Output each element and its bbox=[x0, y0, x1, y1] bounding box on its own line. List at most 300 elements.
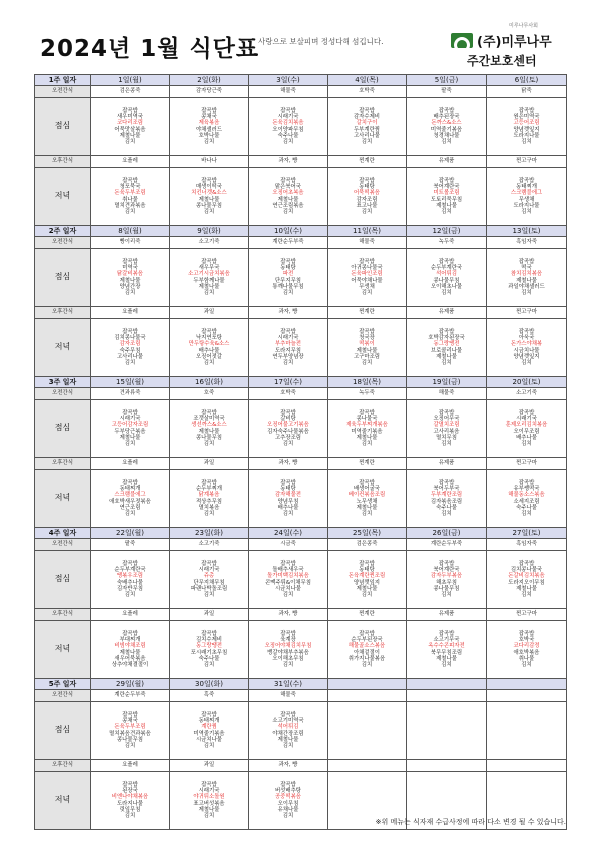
dish-item: 잡곡밥 bbox=[359, 177, 375, 184]
dish-item: 잡곡밥 bbox=[438, 258, 455, 265]
pm-snack-row bbox=[35, 609, 567, 621]
meal-cell bbox=[249, 400, 328, 458]
dish-item: 제철나물 bbox=[119, 132, 141, 139]
week-header-row bbox=[35, 528, 567, 539]
dish-item: 순두부계란국 bbox=[114, 567, 146, 574]
meal-cell bbox=[328, 702, 407, 760]
lunch-row bbox=[35, 400, 567, 458]
dish-item: 김치 bbox=[124, 208, 136, 215]
dish-item: 멸치견과볶음 bbox=[114, 202, 146, 209]
dish-item: 김치 bbox=[282, 591, 294, 598]
main-dish: 닭계볶음 bbox=[198, 492, 220, 499]
snack-item: 흑임자죽 bbox=[487, 237, 567, 249]
meal-label: 오전간식 bbox=[35, 690, 91, 702]
dish-item: 배추된장국 bbox=[433, 114, 460, 121]
meal-cell bbox=[249, 551, 328, 609]
meal-cell bbox=[407, 551, 487, 609]
dish-item: 잡곡밥 bbox=[359, 479, 375, 486]
dish-item: 잡곡밥 bbox=[122, 409, 138, 416]
main-dish: 갈멸치조림 bbox=[433, 422, 460, 429]
dish-item: 제철나물 bbox=[436, 202, 457, 209]
dish-item: 배생어굴국 bbox=[353, 486, 381, 493]
dish-item: 제철나물 bbox=[436, 655, 457, 662]
dish-item: 청국장 bbox=[359, 335, 375, 342]
dish-item: 시금치나물 bbox=[274, 585, 302, 592]
dish-item: 잡곡밥 bbox=[280, 781, 296, 788]
meal-cell bbox=[328, 98, 407, 156]
snack-item: 요플레 bbox=[91, 760, 170, 772]
dish-item: 제철나물 bbox=[356, 504, 378, 511]
meal-label: 점심 bbox=[35, 249, 91, 307]
am-snack-row bbox=[35, 539, 567, 551]
dish-item: 동태찌개 bbox=[119, 486, 141, 493]
dish-item: 유채나물 bbox=[277, 806, 299, 813]
monthly-menu-table bbox=[34, 74, 567, 830]
dish-item: 연근조림볶음 bbox=[272, 202, 304, 209]
dish-item: 두부계란찜 bbox=[353, 126, 381, 133]
dish-item: 김치 bbox=[282, 440, 294, 447]
meal-cell bbox=[249, 249, 328, 307]
dish-item: 소고기미역국 bbox=[272, 718, 304, 725]
page-header bbox=[0, 0, 600, 72]
main-dish: 제육볶음 bbox=[198, 120, 220, 127]
meal-cell bbox=[407, 702, 487, 760]
dish-item: 돌배추새우국 bbox=[272, 567, 304, 574]
footer-note: ※위 메뉴는 식자재 수급사정에 따라 다소 변경 될 수 있습니다. bbox=[375, 818, 566, 826]
main-dish: 돈육두부조림 bbox=[114, 190, 146, 197]
dish-item: 김치 bbox=[441, 661, 452, 668]
main-dish: 돈까스&소스 bbox=[431, 120, 462, 127]
day-date: 3일(수) bbox=[249, 75, 328, 86]
meal-label: 오전간식 bbox=[35, 388, 91, 400]
main-dish: 참치김치볶음 bbox=[510, 271, 543, 278]
snack-item: 감자당근죽 bbox=[170, 86, 249, 98]
dish-item: 김치 bbox=[521, 591, 532, 598]
dish-item: 숙주나물 bbox=[277, 132, 299, 139]
meal-cell bbox=[407, 98, 487, 156]
main-dish: 비엔나야채볶음 bbox=[111, 794, 149, 801]
dish-item: 두부당근볶음 bbox=[114, 428, 146, 435]
main-dish: 돈육계란찐조림 bbox=[348, 573, 386, 580]
meal-cell bbox=[407, 470, 487, 528]
day-date: 9일(화) bbox=[170, 226, 249, 237]
main-dish: 두부계란조림 bbox=[430, 492, 463, 499]
dish-item: 호박감자된장국 bbox=[428, 335, 465, 342]
dish-item: 연두부양념장 bbox=[272, 353, 304, 360]
dish-item: 김치 bbox=[282, 742, 294, 749]
dish-item: 릿잎무침 bbox=[119, 806, 141, 813]
meal-cell bbox=[91, 470, 170, 528]
snack-item: 닭죽 bbox=[487, 86, 567, 98]
page-title: 2024년 1월 식단표 bbox=[40, 36, 260, 62]
dish-item: 오징어무국 bbox=[433, 416, 460, 423]
meal-cell bbox=[91, 98, 170, 156]
dish-item: 김치콩나물국 bbox=[510, 567, 543, 574]
dish-item: 잡곡밥 bbox=[438, 479, 455, 486]
meal-cell bbox=[487, 98, 567, 156]
snack-item: 해물죽 bbox=[249, 690, 328, 702]
day-date: 5일(금) bbox=[407, 75, 487, 86]
dish-item: 김치 bbox=[282, 812, 294, 819]
meal-cell bbox=[170, 470, 249, 528]
main-dish: 석어튀김 bbox=[436, 271, 457, 278]
dish-item: 콩채국 bbox=[122, 718, 138, 725]
snack-item: 검은콩죽 bbox=[328, 539, 407, 551]
week-label: 2주 일자 bbox=[35, 226, 91, 237]
dish-item: 잡곡밥 bbox=[201, 630, 217, 637]
dish-item: 김치 bbox=[282, 289, 294, 296]
main-dish: 땡볶우조림 bbox=[116, 573, 144, 580]
snack-item: 팥죽 bbox=[407, 86, 487, 98]
meal-label: 오후간식 bbox=[35, 307, 91, 319]
snack-item: 요플레 bbox=[91, 307, 170, 319]
snack-item: 과자, 빵 bbox=[249, 156, 328, 168]
dish-item: 김치 bbox=[282, 208, 294, 215]
main-dish: 스크램블에그 bbox=[114, 492, 146, 499]
dish-item: 잡곡밥 bbox=[201, 781, 217, 788]
dish-item: 배추나물 bbox=[198, 347, 220, 354]
day-date bbox=[328, 679, 407, 690]
dish-item: 제철나물 bbox=[356, 434, 378, 441]
dish-item: 시금치나물 bbox=[195, 736, 223, 743]
main-dish: 감자해물전 bbox=[274, 492, 302, 499]
dish-item: 아채겉절이 bbox=[353, 649, 381, 656]
am-snack-row bbox=[35, 237, 567, 249]
day-date: 24일(수) bbox=[249, 528, 328, 539]
dish-item: 김치 bbox=[361, 289, 373, 296]
main-dish: 떡볶이 bbox=[359, 341, 375, 348]
dish-item: 동태탕 bbox=[280, 265, 296, 272]
day-date: 31일(수) bbox=[249, 679, 328, 690]
snack-item: 소고기죽 bbox=[170, 539, 249, 551]
dish-item: 배추나물 bbox=[516, 434, 537, 441]
main-dish: 스크램블에그 bbox=[510, 190, 543, 197]
meal-cell bbox=[249, 621, 328, 679]
dish-item: 북어계란국 bbox=[433, 567, 460, 574]
snack-item: 과일 bbox=[170, 760, 249, 772]
dish-item: 오이무침 bbox=[277, 800, 299, 807]
lunch-row bbox=[35, 702, 567, 760]
day-date: 2일(화) bbox=[170, 75, 249, 86]
dish-item: 시래기국 bbox=[516, 416, 537, 423]
dish-item: 잡곡밥 bbox=[201, 258, 217, 265]
dish-item: 잡곡밥 bbox=[359, 409, 375, 416]
dish-item: 무생채 bbox=[359, 283, 375, 290]
dish-item: 김치 bbox=[361, 661, 373, 668]
dish-item: 콩나물무침 bbox=[195, 202, 223, 209]
dish-item: 아귀콩나물국 bbox=[351, 265, 383, 272]
am-snack-row bbox=[35, 388, 567, 400]
dish-item: 숙배추나물 bbox=[116, 579, 144, 586]
meal-cell bbox=[487, 621, 567, 679]
dinner-row bbox=[35, 168, 567, 226]
dish-item: 양념깻잎지 bbox=[353, 579, 381, 586]
dish-item: 김치 bbox=[521, 359, 532, 366]
meal-cell bbox=[487, 551, 567, 609]
dish-item: 무생채 bbox=[518, 196, 535, 203]
meal-cell bbox=[91, 400, 170, 458]
dish-item: 조갯살미역국 bbox=[193, 416, 225, 423]
dish-item: 김치 bbox=[203, 510, 215, 517]
dish-item: 제철나물 bbox=[198, 806, 220, 813]
dish-item: 잡곡밥 bbox=[280, 479, 296, 486]
snack-item bbox=[328, 760, 407, 772]
meal-label: 점심 bbox=[35, 98, 91, 156]
meal-cell bbox=[170, 98, 249, 156]
dinner-row bbox=[35, 470, 567, 528]
main-dish: 돈가스야채볶 bbox=[510, 341, 543, 348]
meal-cell bbox=[487, 249, 567, 307]
dish-item: 미역국 bbox=[122, 265, 138, 272]
dish-item: 잡곡밥 bbox=[122, 711, 138, 718]
main-dish: 감자조림 bbox=[119, 341, 141, 348]
logo-company-name: (주)미루나무 bbox=[477, 35, 552, 50]
dish-item: 고사리나물 bbox=[116, 353, 144, 360]
dish-item: 김치 bbox=[282, 138, 294, 145]
dish-item: 양념무침 bbox=[277, 498, 299, 505]
snack-item: 계란순두부죽 bbox=[91, 690, 170, 702]
dish-item: 잡곡밥 bbox=[122, 479, 138, 486]
dish-item: 콩나물무침 bbox=[433, 277, 460, 284]
main-dish: 베이컨볶음조림 bbox=[348, 492, 386, 499]
snack-item: 해물죽 bbox=[249, 86, 328, 98]
day-date: 10일(수) bbox=[249, 226, 328, 237]
main-dish: 코다리조림 bbox=[116, 120, 144, 127]
snack-item: 과자, 빵 bbox=[249, 609, 328, 621]
dish-item: 파랜나박돌조림 bbox=[190, 585, 228, 592]
main-dish: 부추마늘전 bbox=[274, 341, 302, 348]
dish-item: 오징어젓갈 bbox=[195, 353, 223, 360]
snack-item: 찐계란 bbox=[328, 307, 407, 319]
meal-label: 점심 bbox=[35, 551, 91, 609]
meal-cell bbox=[170, 702, 249, 760]
dish-item: 시래기국 bbox=[277, 114, 299, 121]
dish-item: 통깨나물무침 bbox=[272, 283, 304, 290]
main-dish: 동그랑땡전 bbox=[433, 341, 460, 348]
dish-item: 제철나물 bbox=[516, 585, 537, 592]
dish-item: 잡곡밥 bbox=[438, 177, 455, 184]
dish-item: 잡곡밥 bbox=[280, 409, 296, 416]
meal-cell bbox=[249, 702, 328, 760]
dish-item: 김치 bbox=[124, 812, 136, 819]
main-dish: 미트볼조림 bbox=[433, 190, 460, 197]
meal-cell bbox=[170, 400, 249, 458]
dish-item: 순두부된장국 bbox=[351, 637, 383, 644]
dish-item: 잡곡밥 bbox=[280, 711, 296, 718]
dish-item: 애호박볶음 bbox=[513, 649, 540, 656]
meal-cell bbox=[249, 98, 328, 156]
snack-item bbox=[328, 690, 407, 702]
dinner-row bbox=[35, 621, 567, 679]
week-header-row bbox=[35, 679, 567, 690]
snack-item: 바나나 bbox=[170, 156, 249, 168]
dish-item: 오이무조림 bbox=[513, 428, 540, 435]
dish-item: 잡곡밥 bbox=[518, 177, 535, 184]
dish-item: 잡곡밥 bbox=[280, 177, 296, 184]
dish-item: 김치 bbox=[203, 359, 215, 366]
dish-item: 김치 bbox=[361, 510, 373, 517]
dish-item: 잡곡밥 bbox=[280, 560, 296, 567]
dish-item: 어묵야채나물 bbox=[351, 277, 383, 284]
dish-item: 동태탕 bbox=[359, 184, 375, 191]
dish-item: 잡곡밥 bbox=[359, 258, 375, 265]
main-dish: 고등어감자조림 bbox=[111, 422, 149, 429]
dish-item: 소세지조림 bbox=[513, 498, 540, 505]
dish-item: 김치 bbox=[521, 289, 532, 296]
snack-item bbox=[487, 760, 567, 772]
dish-item: 취가지나물볶음 bbox=[348, 655, 386, 662]
dish-item: 콩나물무침 bbox=[116, 736, 144, 743]
dish-item: 도라지나물 bbox=[513, 132, 540, 139]
day-date: 25일(목) bbox=[328, 528, 407, 539]
dish-item: 잡곡밥 bbox=[280, 107, 296, 114]
pm-snack-row bbox=[35, 458, 567, 470]
dish-item: 김치 bbox=[203, 440, 215, 447]
dish-item: 오이양파무침 bbox=[272, 126, 304, 133]
dish-item: 동태찌개 bbox=[516, 184, 537, 191]
dish-item: 호박나물 bbox=[198, 132, 220, 139]
main-dish: 석어튀김 bbox=[277, 724, 299, 731]
dish-item: 도라지오이무침 bbox=[508, 579, 545, 586]
dish-item: 잡곡밥 bbox=[201, 560, 217, 567]
dish-item: 적상추무침 bbox=[195, 498, 223, 505]
main-dish: 만두탕수육&소스 bbox=[188, 341, 230, 348]
meal-cell bbox=[91, 551, 170, 609]
dish-item: 상추야채결절이 bbox=[111, 661, 149, 668]
dish-item: 잡곡밥 bbox=[122, 107, 138, 114]
dish-item: 미역줄기볶음 bbox=[351, 428, 383, 435]
meal-label: 오후간식 bbox=[35, 156, 91, 168]
dish-item: 맑은북어국 bbox=[274, 184, 302, 191]
meal-label: 저녁 bbox=[35, 470, 91, 528]
dish-item: 애호박새우젓볶음 bbox=[109, 498, 151, 505]
snack-item: 호박죽 bbox=[328, 86, 407, 98]
meal-label: 오후간식 bbox=[35, 760, 91, 772]
main-dish: 치킨너겟&소스 bbox=[191, 190, 227, 197]
dish-item: 연근조림 bbox=[119, 504, 141, 511]
snack-item: 과일 bbox=[170, 458, 249, 470]
dish-item: 잡곡밥 bbox=[359, 328, 375, 335]
dish-item: 청경채나물 bbox=[433, 132, 460, 139]
meal-cell bbox=[407, 621, 487, 679]
dish-item: 청포묵국 bbox=[119, 184, 141, 191]
dish-item: 북어계란국 bbox=[433, 184, 460, 191]
dish-item: 멸치볶음견과볶음 bbox=[109, 730, 151, 737]
main-dish: 파전 bbox=[282, 271, 294, 278]
dish-item: 잡곡밥 bbox=[122, 328, 138, 335]
meal-cell bbox=[170, 551, 249, 609]
meal-cell bbox=[328, 621, 407, 679]
main-dish: 해물골소스볶음 bbox=[348, 643, 386, 650]
dish-item: 잡곡밥 bbox=[518, 258, 535, 265]
dish-item: 동태찌개 bbox=[198, 718, 220, 725]
snack-item bbox=[407, 690, 487, 702]
dish-item: 제철나물 bbox=[119, 277, 141, 284]
lunch-row bbox=[35, 551, 567, 609]
dish-item: 시래기국 bbox=[198, 788, 220, 795]
week-label: 5주 일자 bbox=[35, 679, 91, 690]
dish-item: 동태탕 bbox=[280, 486, 296, 493]
dish-item: 오이해초나물 bbox=[430, 283, 463, 290]
dish-item: 잡곡밥 bbox=[359, 560, 375, 567]
dish-item: 김자볶음조림 bbox=[430, 498, 463, 505]
meal-cell bbox=[170, 168, 249, 226]
snack-item: 과자, 빵 bbox=[249, 760, 328, 772]
dish-item: 김치 bbox=[441, 359, 452, 366]
snack-item: 소고기죽 bbox=[487, 388, 567, 400]
dish-item: 단무지채무침 bbox=[193, 579, 225, 586]
main-dish: 공중떡볶음 bbox=[274, 794, 302, 801]
dish-item: 시래기국 bbox=[277, 335, 299, 342]
meal-cell bbox=[407, 168, 487, 226]
dish-item: 잡곡밥 bbox=[201, 479, 217, 486]
dish-item: 김치 bbox=[361, 208, 373, 215]
dish-item: 김치 bbox=[361, 359, 373, 366]
dish-item: 제철나물 bbox=[198, 196, 220, 203]
day-date: 6일(토) bbox=[487, 75, 567, 86]
dish-item: 잡곡밥 bbox=[518, 409, 535, 416]
dish-item: 멸치무침 bbox=[436, 434, 457, 441]
main-dish: 돌가미백김치볶음 bbox=[267, 573, 309, 580]
meal-cell bbox=[487, 319, 567, 377]
dish-item: 새우미역국 bbox=[116, 114, 144, 121]
main-dish: 계란찜 bbox=[201, 724, 217, 731]
logo-center-name: 주간보호센터 bbox=[467, 54, 537, 68]
dish-item: 북무무침조림 bbox=[430, 649, 463, 656]
main-dish: 오징어불고기볶음 bbox=[267, 422, 309, 429]
miru-tree-logo-icon bbox=[451, 33, 473, 48]
snack-item: 견과류죽 bbox=[91, 388, 170, 400]
dish-item: 잡곡밥 bbox=[122, 630, 138, 637]
main-dish: 고등어조림 bbox=[513, 120, 540, 127]
am-snack-row bbox=[35, 86, 567, 98]
meal-cell bbox=[487, 400, 567, 458]
day-date: 18일(목) bbox=[328, 377, 407, 388]
snack-item: 찐계란 bbox=[328, 609, 407, 621]
snack-item: 유제품 bbox=[407, 458, 487, 470]
meal-cell bbox=[328, 551, 407, 609]
dish-item: 제철나물 bbox=[516, 277, 537, 284]
meal-cell bbox=[328, 319, 407, 377]
dish-item: 동태탕 bbox=[359, 567, 375, 574]
meal-label: 오후간식 bbox=[35, 458, 91, 470]
dish-item: 김치 bbox=[521, 440, 532, 447]
dish-item: 과일야채샐러드 bbox=[508, 283, 545, 290]
dish-item: 낙지연포탕 bbox=[195, 335, 223, 342]
snack-item: 찐고구마 bbox=[487, 307, 567, 319]
dish-item: 브로콜리나물 bbox=[430, 347, 463, 354]
meal-label: 점심 bbox=[35, 702, 91, 760]
main-dish: 동그랑땡전 bbox=[195, 643, 223, 650]
main-dish: 비빔야채조림 bbox=[114, 643, 146, 650]
meal-cell bbox=[91, 702, 170, 760]
pm-snack-row bbox=[35, 307, 567, 319]
meal-cell bbox=[487, 470, 567, 528]
dish-item: 잡곡밥 bbox=[280, 258, 296, 265]
dish-item: 잡곡밥 bbox=[438, 630, 455, 637]
dish-item: 표고나물 bbox=[356, 202, 378, 209]
dish-item: 떡국 bbox=[521, 265, 532, 272]
snack-item: 과일 bbox=[170, 609, 249, 621]
dish-item: 숙주나물 bbox=[436, 504, 457, 511]
main-dish: 코다리감정 bbox=[513, 643, 540, 650]
dish-item: 양념간장 bbox=[119, 283, 141, 290]
meal-cell bbox=[91, 621, 170, 679]
dish-item: 콩나물무침 bbox=[433, 585, 460, 592]
lunch-row bbox=[35, 98, 567, 156]
dish-item: 취나물 bbox=[122, 196, 138, 203]
dish-item: 잡곡밥 bbox=[438, 328, 455, 335]
